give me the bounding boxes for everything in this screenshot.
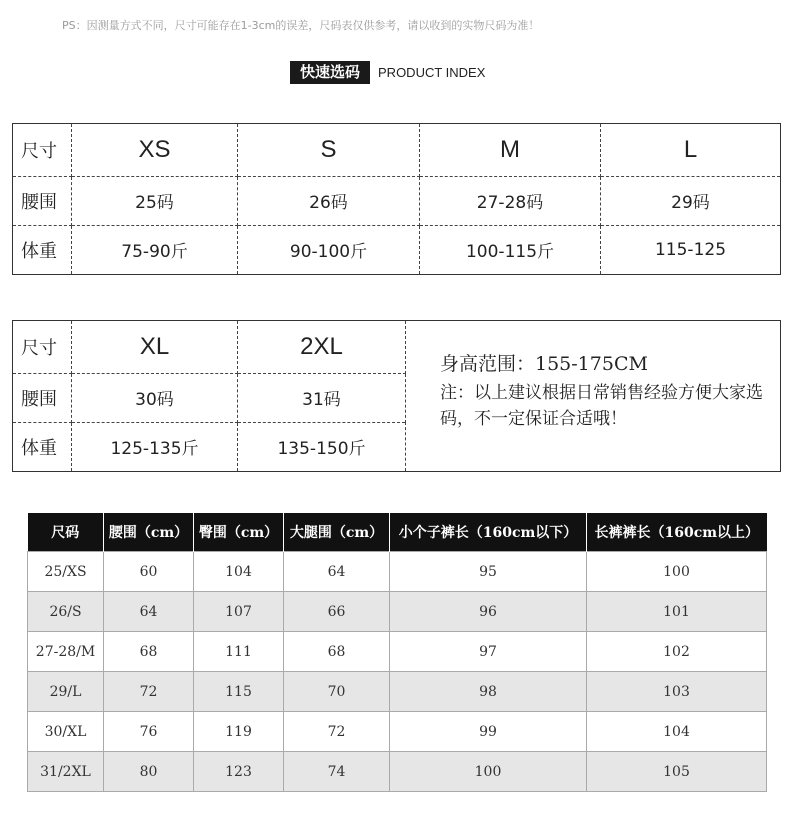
- table-cell: 76: [104, 712, 194, 752]
- table-header: 长裤裤长（160cm以上）: [587, 513, 767, 552]
- grid1-weight: 75-90斤: [72, 225, 238, 274]
- table-cell: 64: [284, 552, 390, 592]
- table-row: [28, 632, 767, 672]
- advice-text: 注：以上建议根据日常销售经验方便大家选码，不一定保证合适哦！: [440, 383, 763, 429]
- table-cell: 29/L: [28, 672, 104, 712]
- table-header-row: [28, 513, 767, 552]
- grid2-size: XL: [72, 321, 238, 374]
- table-header: 臀围（cm）: [194, 513, 284, 552]
- grid1-waist: 27-28码: [420, 176, 601, 225]
- table-cell: 97: [390, 632, 587, 672]
- table-cell: 26/S: [28, 592, 104, 632]
- grid1-size: M: [420, 124, 601, 177]
- table-cell: 68: [284, 632, 390, 672]
- table-header: 腰围（cm）: [104, 513, 194, 552]
- table-cell: 70: [284, 672, 390, 712]
- row-label-weight: 体重: [13, 225, 72, 274]
- measurement-notice: PS：因测量方式不同，尺寸可能存在1-3cm的误差，尺码表仅供参考，请以收到的实物尺码为准！: [62, 19, 540, 32]
- grid2-size-row: [13, 321, 781, 374]
- row-label-weight: 体重: [13, 422, 72, 471]
- table-header: 小个子裤长（160cm以下）: [390, 513, 587, 552]
- grid1-waist-row: [13, 176, 781, 225]
- grid1-size: S: [238, 124, 420, 177]
- grid1-size: L: [601, 124, 781, 177]
- table-cell: 105: [587, 752, 767, 792]
- size-grid-2: [12, 320, 781, 472]
- grid2-waist: 31码: [238, 373, 406, 422]
- table-header: 尺码: [28, 513, 104, 552]
- table-row: [28, 672, 767, 712]
- grid1-size-row: [13, 124, 781, 177]
- table-cell: 115: [194, 672, 284, 712]
- table-cell: 64: [104, 592, 194, 632]
- row-label-size: 尺寸: [13, 124, 72, 177]
- table-row: [28, 752, 767, 792]
- grid1-weight: 90-100斤: [238, 225, 420, 274]
- grid2-size: 2XL: [238, 321, 406, 374]
- table-cell: 60: [104, 552, 194, 592]
- measurement-table: [27, 513, 767, 792]
- grid1-waist: 29码: [601, 176, 781, 225]
- table-cell: 74: [284, 752, 390, 792]
- table-cell: 31/2XL: [28, 752, 104, 792]
- table-cell: 95: [390, 552, 587, 592]
- table-cell: 100: [587, 552, 767, 592]
- size-grid-1: [12, 123, 781, 275]
- table-cell: 25/XS: [28, 552, 104, 592]
- header-en: PRODUCT INDEX: [378, 65, 486, 80]
- table-cell: 68: [104, 632, 194, 672]
- row-label-waist: 腰围: [13, 176, 72, 225]
- table-cell: 101: [587, 592, 767, 632]
- table-cell: 104: [587, 712, 767, 752]
- table-cell: 99: [390, 712, 587, 752]
- table-cell: 107: [194, 592, 284, 632]
- row-label-waist: 腰围: [13, 373, 72, 422]
- table-cell: 104: [194, 552, 284, 592]
- size-advice-note: [406, 321, 781, 472]
- table-cell: 27-28/M: [28, 632, 104, 672]
- row-label-size: 尺寸: [13, 321, 72, 374]
- grid1-waist: 25码: [72, 176, 238, 225]
- table-cell: 103: [587, 672, 767, 712]
- table-cell: 98: [390, 672, 587, 712]
- table-row: [28, 552, 767, 592]
- table-cell: 80: [104, 752, 194, 792]
- table-cell: 119: [194, 712, 284, 752]
- grid1-weight: 100-115斤: [420, 225, 601, 274]
- table-cell: 66: [284, 592, 390, 632]
- grid1-size: XS: [72, 124, 238, 177]
- section-header: [290, 61, 485, 84]
- grid2-waist: 30码: [72, 373, 238, 422]
- grid1-weight: 115-125: [601, 225, 781, 274]
- table-cell: 72: [104, 672, 194, 712]
- header-cn: 快速选码: [290, 61, 370, 84]
- table-cell: 100: [390, 752, 587, 792]
- table-cell: 111: [194, 632, 284, 672]
- grid2-weight: 135-150斤: [238, 422, 406, 471]
- table-cell: 72: [284, 712, 390, 752]
- table-header: 大腿围（cm）: [284, 513, 390, 552]
- grid1-weight-row: [13, 225, 781, 274]
- grid1-waist: 26码: [238, 176, 420, 225]
- table-body: [28, 552, 767, 792]
- table-row: [28, 592, 767, 632]
- table-cell: 96: [390, 592, 587, 632]
- table-cell: 30/XL: [28, 712, 104, 752]
- table-cell: 102: [587, 632, 767, 672]
- grid2-weight: 125-135斤: [72, 422, 238, 471]
- table-cell: 123: [194, 752, 284, 792]
- table-row: [28, 712, 767, 752]
- height-range: 身高范围：155-175CM: [440, 353, 648, 375]
